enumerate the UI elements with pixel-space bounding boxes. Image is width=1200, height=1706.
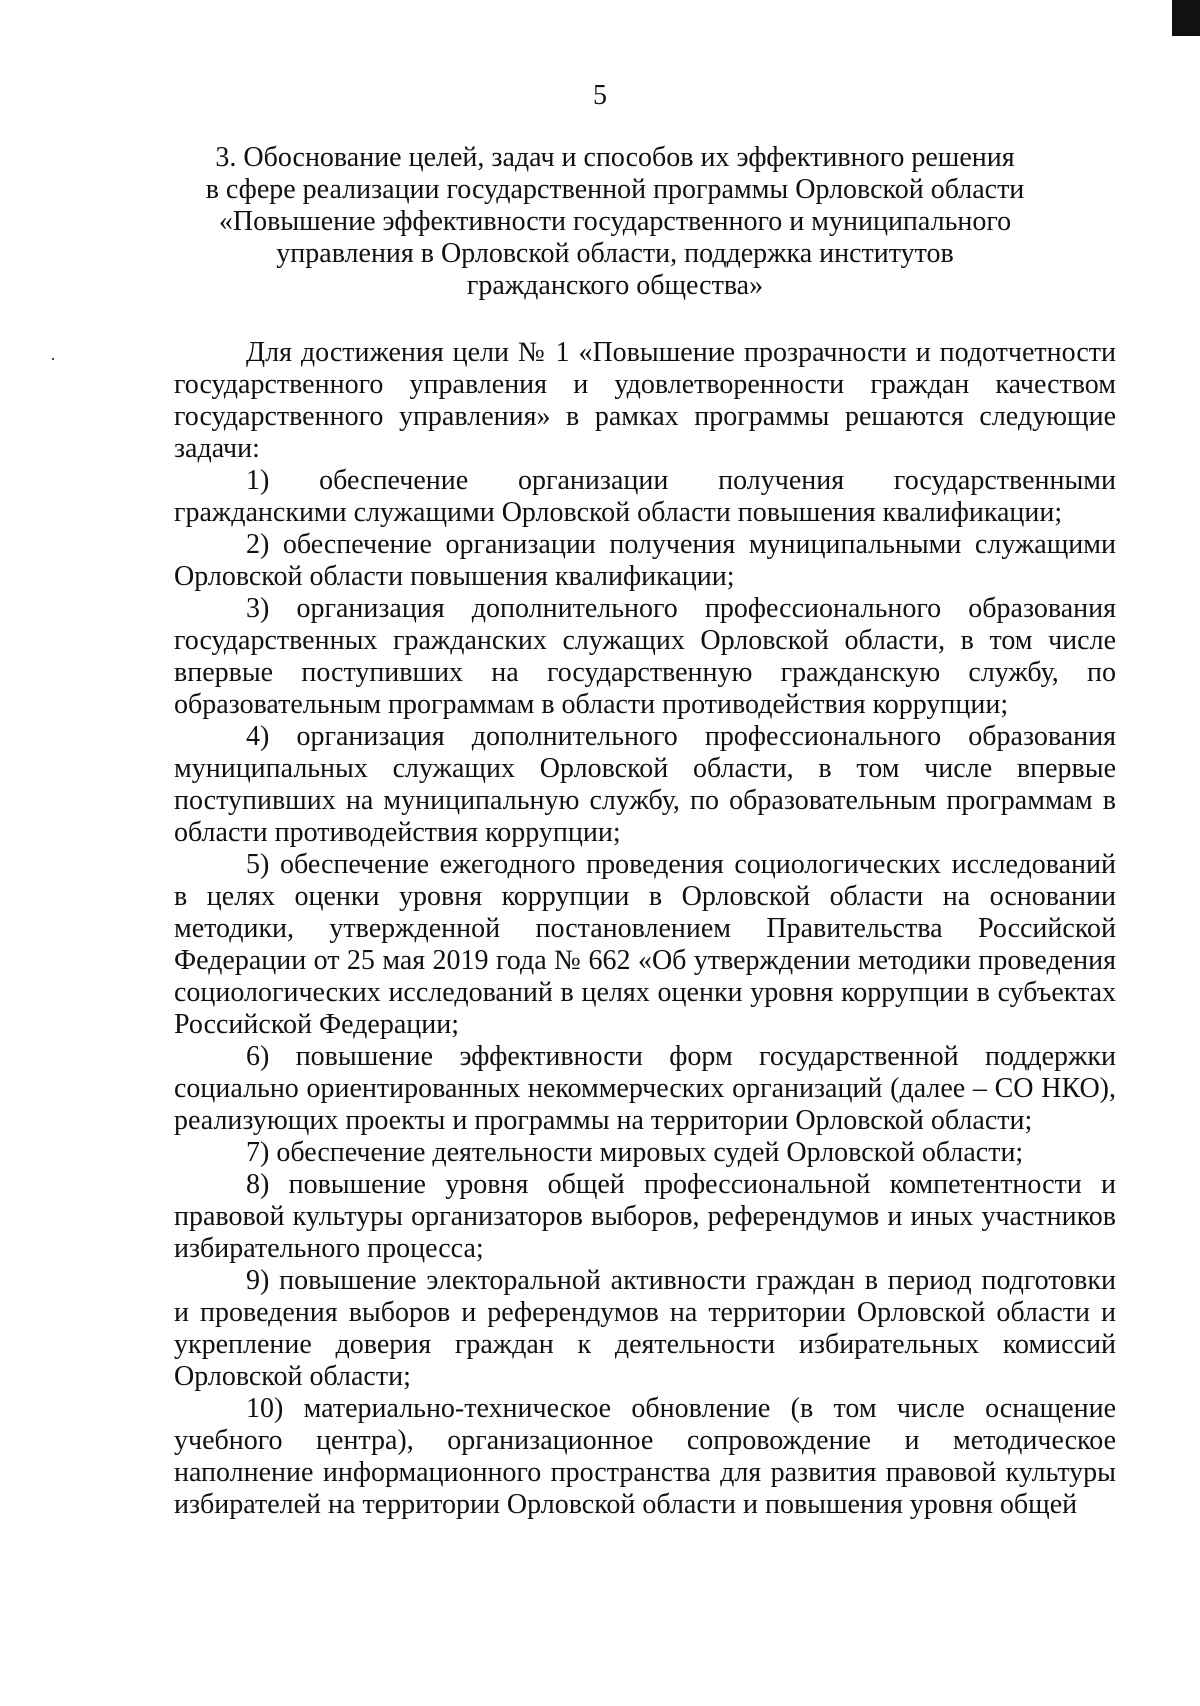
task-item-2: 2) обеспечение организации получения муниципальными служащими Орловской области повышения квалификации; [174,529,1116,592]
intro-paragraph: Для достижения цели № 1 «Повышение прозрачности и подотчетности государственного управления и удовлетворенности граждан качеством государственного управления» в рамках программы решаются следующие задачи: [174,337,1116,464]
task-item-7: 7) обеспечение деятельности мировых судей Орловской области; [246,1137,1024,1168]
task-item-4: 4) организация дополнительного профессионального образования муниципальных служащих Орловской области, в том числе впервые поступивших на муниципальную службу, по образовательным программам в области противодействия коррупции; [174,721,1116,848]
heading-line-3: «Повышение эффективности государственного и муниципального [218,206,1012,237]
task-item-5: 5) обеспечение ежегодного проведения социологических исследований в целях оценки уровня коррупции в Орловской области на основании методики, утвержденной постановлением Правительства Российской Федерации от 25 мая 2019 года № 662 «Об утверждении методики проведения социологических исследований в целях оценки уровня коррупции в субъектах Российской Федерации; [174,849,1116,1040]
page-number: 5 [593,80,607,111]
task-item-6: 6) повышение эффективности форм государственной поддержки социально ориентированных некоммерческих организаций (далее – СО НКО), реализующих проекты и программы на территории Орловской области; [174,1041,1116,1136]
scan-dot [52,358,54,360]
heading-line-5: гражданского общества» [466,270,764,301]
task-item-9: 9) повышение электоральной активности граждан в период подготовки и проведения выборов и референдумов на территории Орловской области и укрепление доверия граждан к деятельности избирательных комиссий Орловской области; [174,1265,1116,1392]
task-item-10: 10) материально-техническое обновление (в том числе оснащение учебного центра), организационное сопровождение и методическое наполнение информационного пространства для развития правовой культуры избирателей на территории Орловской области и повышения уровня общей [174,1393,1116,1520]
section-heading [150,142,1080,302]
heading-line-2: в сфере реализации государственной программы Орловской области [205,174,1025,205]
task-item-8: 8) повышение уровня общей профессиональной компетентности и правовой культуры организаторов выборов, референдумов и иных участников избирательного процесса; [174,1169,1116,1264]
task-item-3: 3) организация дополнительного профессионального образования государственных гражданских служащих Орловской области, в том числе впервые поступивших на государственную гражданскую службу, по образовательным программам в области противодействия коррупции; [174,593,1116,720]
task-item-1: 1) обеспечение организации получения государственными гражданскими служащими Орловской области повышения квалификации; [174,465,1116,528]
heading-line-1: 3. Обоснование целей, задач и способов их эффективного решения [215,142,1015,173]
document-body [174,337,1116,1521]
scan-mark [1172,0,1200,36]
heading-line-4: управления в Орловской области, поддержка институтов [276,238,954,269]
